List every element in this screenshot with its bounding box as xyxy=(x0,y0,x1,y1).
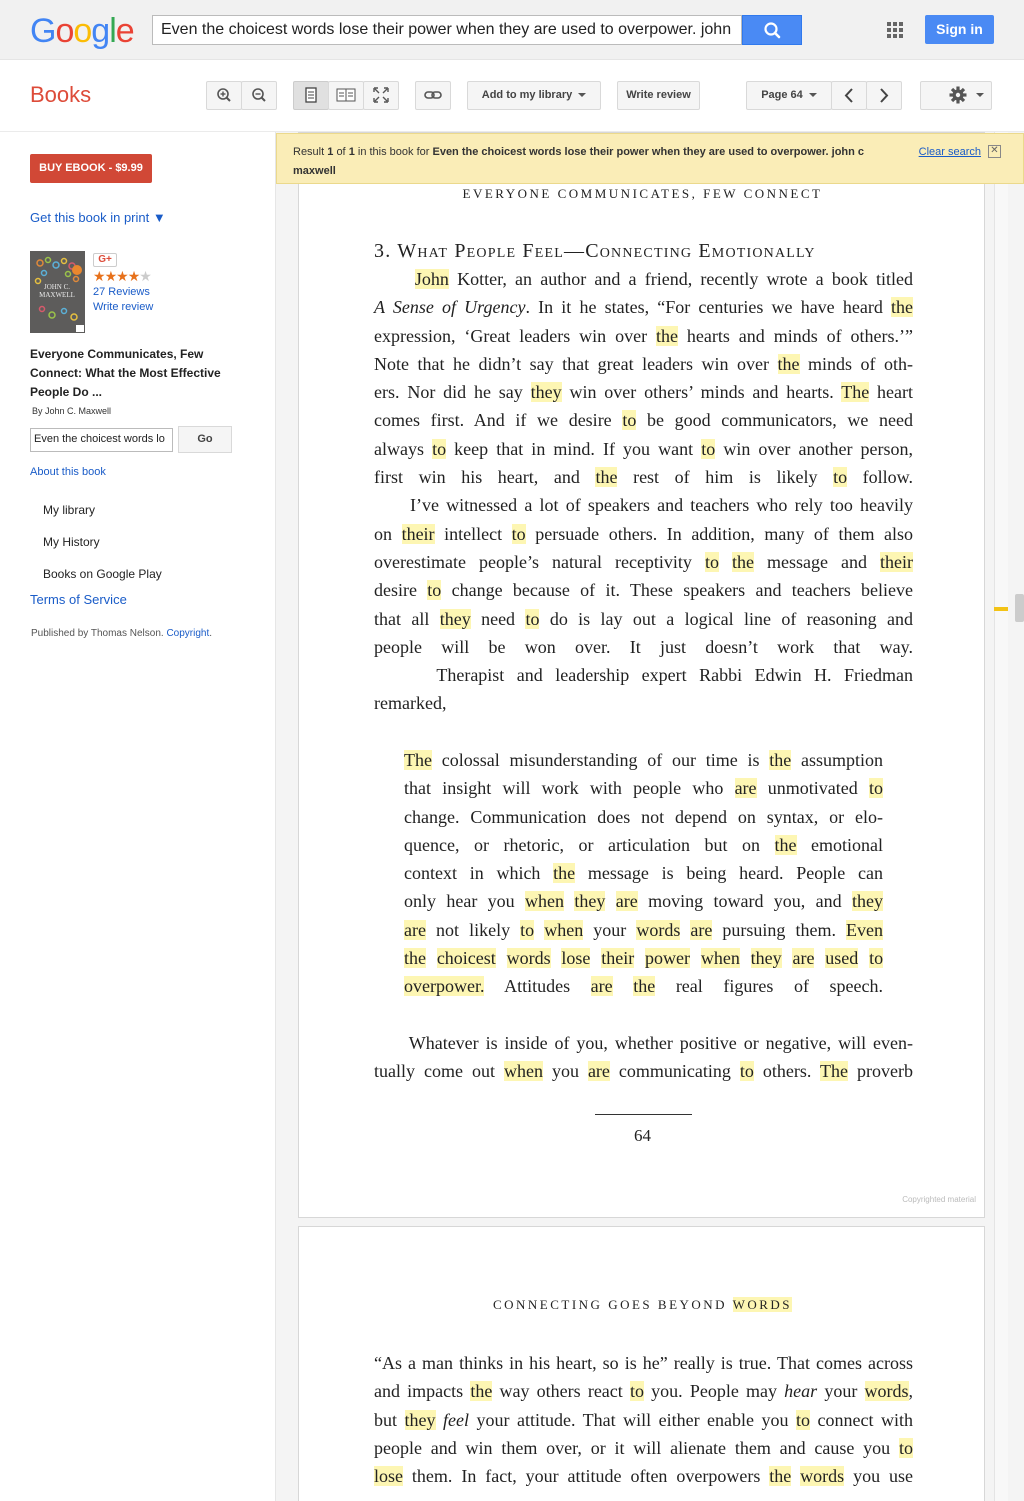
search-result-bar xyxy=(276,133,1024,184)
scrollbar-thumb[interactable] xyxy=(1015,594,1024,622)
single-page-icon xyxy=(294,82,328,109)
chevron-right-icon xyxy=(867,82,901,109)
books-toolbar xyxy=(0,60,1024,132)
zoom-in-button[interactable] xyxy=(206,81,242,110)
fullscreen-icon xyxy=(364,82,398,109)
result-mid-text: in this book for xyxy=(357,146,430,158)
running-head: EVERYONE COMMUNICATES, FEW CONNECT xyxy=(462,186,823,201)
two-page-view-button[interactable] xyxy=(328,81,364,110)
search-in-book-input[interactable]: Even the choicest words lo xyxy=(30,428,173,452)
result-prefix: Result xyxy=(293,146,325,158)
star-icon: ★ xyxy=(127,268,140,284)
page-select[interactable] xyxy=(746,81,832,110)
buy-ebook-button[interactable]: BUY EBOOK - $9.99 xyxy=(30,154,152,183)
reviews-link[interactable]: 27 Reviews xyxy=(93,286,150,298)
result-query: Even the choicest words lose their power when they are used to overpower. john c maxwell xyxy=(293,146,865,177)
search-icon xyxy=(743,16,803,46)
zoom-in-icon xyxy=(207,82,241,109)
book-cover-image[interactable] xyxy=(30,251,85,333)
link-button[interactable] xyxy=(415,81,451,110)
books-title[interactable]: Books xyxy=(30,82,92,107)
link-icon xyxy=(416,82,450,109)
publisher-info: Published by Thomas Nelson. Copyright. xyxy=(31,628,213,639)
result-of: of xyxy=(336,146,346,158)
single-page-view-button[interactable] xyxy=(293,81,329,110)
zoom-out-icon xyxy=(242,82,276,109)
search-input[interactable]: Even the choicest words lose their power when they are used to overpower. john xyxy=(152,15,742,45)
google-plus-button[interactable]: G+ xyxy=(93,253,117,267)
write-review-button[interactable]: Write review xyxy=(617,81,700,110)
zoom-out-button[interactable] xyxy=(241,81,277,110)
paragraph: John Kotter, an author and a friend, recently wrote a book titled A Sense of Urgency. In it he states, “For centuries we have heard the expression, ‘Great leaders win over the hearts and minds of others.’” Note that he didn’t say that great leaders win over the minds of oth- ers. Nor did he say they win over others’ minds and hearts. The heart comes first. And if we desire to be good communicators, we need always to keep that in mind. If you want to win over another person, first win his heart, and the rest of him is likely to follow. I’ve witnessed a lot of speakers and teachers who rely too heavily on their intellect to persuade others. In addition, many of them also overestimate people’s natural receptivity to the message and their desire to change because of it. These speakers and teachers believe that all they need to do is lay out a logical line of reasoning and people will be won over. It just doesn’t work that way. Therapist and leadership expert Rabbi Edwin H. Friedman remarked, xyxy=(374,269,914,714)
nav-my-history[interactable]: My History xyxy=(43,535,100,549)
chapter-heading-text: 3. What People Feel—Connecting Emotionally xyxy=(374,240,816,262)
about-book-link[interactable]: About this book xyxy=(30,466,106,478)
star-empty-icon: ★ xyxy=(139,268,151,284)
result-total: 1 xyxy=(348,146,355,158)
sign-in-button[interactable]: Sign in xyxy=(925,15,994,44)
chevron-down-icon xyxy=(578,93,586,97)
paragraph: Whatever is inside of you, whether positive or negative, will even- tually come out when you are communicating to others. The proverb xyxy=(374,1033,913,1082)
book-sidebar xyxy=(0,132,275,1501)
search-in-book-go-button[interactable]: Go xyxy=(178,426,232,453)
star-icon: ★ xyxy=(116,268,128,284)
next-page-button[interactable] xyxy=(866,81,902,110)
rating-stars xyxy=(93,268,151,285)
book-viewer[interactable] xyxy=(275,132,1024,1501)
fullscreen-button[interactable] xyxy=(363,81,399,110)
chevron-down-icon xyxy=(809,93,817,97)
paragraph: “As a man thinks in his heart, so is he” really is true. That comes across and impacts the way others react to you. People may hear your words, but they feel your attitude. That will either enable you to connect with people and win them over, or it will alienate them and cause you to lose them. In fact, your attitude often overpowers the words you use xyxy=(374,1353,914,1487)
nav-my-library[interactable]: My library xyxy=(43,503,96,517)
footer-rule xyxy=(595,1114,692,1115)
chapter-heading xyxy=(374,240,816,263)
google-logo[interactable]: Google xyxy=(30,12,134,50)
running-head-highlight: WORDS xyxy=(732,1297,793,1312)
terms-of-service-link[interactable]: Terms of Service xyxy=(30,592,127,607)
add-to-library-label: Add to my library xyxy=(481,89,573,101)
result-index: 1 xyxy=(327,146,334,158)
previous-page-button[interactable] xyxy=(831,81,867,110)
page-number: 64 xyxy=(634,1126,651,1145)
svg-text:MAXWELL: MAXWELL xyxy=(39,291,75,299)
chevron-left-icon xyxy=(832,82,866,109)
svg-text:JOHN C.: JOHN C. xyxy=(43,283,71,291)
book-author: By John C. Maxwell xyxy=(32,406,112,416)
apps-grid-icon[interactable] xyxy=(885,20,905,40)
running-head xyxy=(299,1297,986,1313)
search-hit-marker xyxy=(994,607,1008,611)
search-result-text xyxy=(293,143,883,181)
search-button[interactable] xyxy=(742,15,802,45)
publisher-text: Published by Thomas Nelson. xyxy=(31,628,164,639)
running-head-text: CONNECTING GOES BEYOND xyxy=(492,1297,728,1312)
book-page-64 xyxy=(298,132,985,1218)
star-icon: ★ xyxy=(104,268,117,284)
book-page-65 xyxy=(298,1226,985,1501)
close-icon[interactable]: ✕ xyxy=(988,145,1001,158)
write-review-link[interactable]: Write review xyxy=(93,301,154,313)
block-quote: The colossal misunderstanding of our time is the assumption that insight will work with people who are unmotivated to change. Communication does not depend on syntax, or elo- quence, or rhetoric, or articulation but on the emotional context in which the message is being heard. People can only hear you when they are moving toward you, and they are not likely to when your words are pursuing them. Even the choicest words lose their power when they are used to overpower. Attitudes are the real figures of speech. xyxy=(404,750,884,997)
add-to-library-button[interactable] xyxy=(467,81,601,110)
settings-menu-button[interactable] xyxy=(920,81,992,110)
chevron-down-icon xyxy=(976,93,984,97)
clear-search-link[interactable]: Clear search xyxy=(918,146,981,158)
get-print-link[interactable]: Get this book in print ▼ xyxy=(30,210,166,225)
copyrighted-material-note: Copyrighted material xyxy=(902,1195,976,1204)
book-title: Everyone Communicates, Few Connect: What the Most Effective People Do ... xyxy=(30,347,221,399)
two-page-icon xyxy=(329,82,363,109)
star-icon: ★ xyxy=(93,268,105,284)
page-scroll-track[interactable] xyxy=(994,132,1008,1501)
gear-icon xyxy=(928,82,974,109)
google-top-bar xyxy=(0,0,1024,60)
copyright-link[interactable]: Copyright xyxy=(166,628,210,639)
page-select-label: Page 64 xyxy=(761,89,803,101)
nav-books-on-google-play[interactable]: Books on Google Play xyxy=(43,567,162,581)
